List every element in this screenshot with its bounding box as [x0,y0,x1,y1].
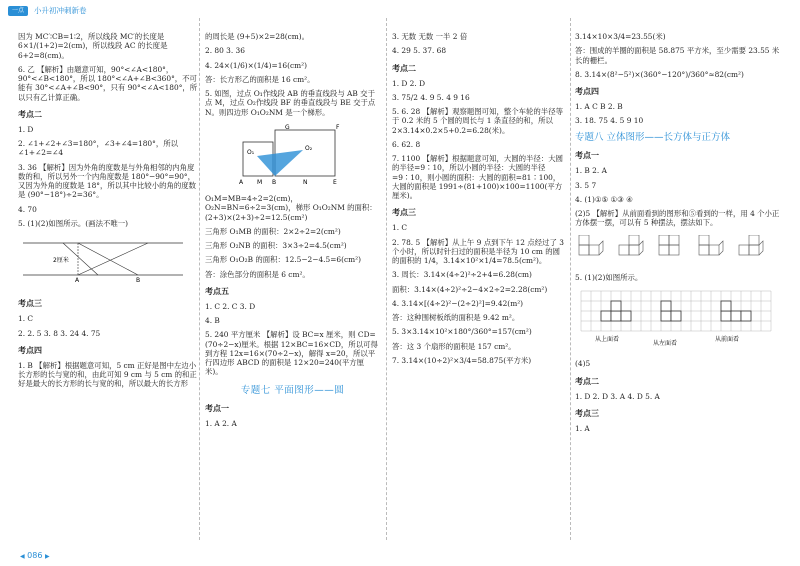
point-label: N [303,178,308,186]
point-label: O₂ [305,144,313,152]
point-label: G [285,123,290,131]
answer-text: 3. 5 7 [575,180,597,190]
answer-text: 4. 29 5. 37. 68 [392,46,447,56]
answer-text: 1. A C B 2. B [575,102,623,111]
topic-title: 专题七 平面图形——圆 [240,384,345,396]
answer-text: O₁M=MB=4÷2=2(cm)，O₂N=BN=6÷2=3(cm)，梯形 O₁O₂NM 的面积：(2+3)×(2+3)÷2=12.5(cm²) [205,194,377,222]
answer-text: 三角形 O₁MB 的面积：2×2÷2=2(cm²) [205,226,341,236]
answer-text: 的周长是 (9+5)×2=28(cm)。 [205,32,310,41]
section-heading: 考点三 [575,408,599,418]
answer-text: 4. B [205,316,220,325]
answer-text: 1. C 2. C 3. D [205,301,256,311]
column-2 [205,32,380,542]
next-arrow-icon: ▶ [45,553,50,560]
answer-text: 2. 2. 5 3. 8 3. 24 4. 75 [18,328,101,338]
answer-text: 3. 无数 无数 一半 2 倍 [392,32,468,41]
view-label: 从前面看 [715,336,740,344]
answer-text: 3. 36 【解析】因为外角的度数是与外角相邻的内角度数的和，所以另外一个内角度数是 180°−90°=90°，又因为外角的度数是 18°，所以其中比较小的角的度数是 (90°−18°)÷2=36°。 [18,162,197,200]
section-heading: 考点四 [575,87,599,96]
answer-text: 面积：3.14×(4÷2)²÷2−4×2÷2=2.28(cm²) [392,284,548,294]
answer-text: 1. D [18,124,34,134]
answer-text: 答：长方形乙的面积是 16 cm²。 [205,74,315,84]
point-label: F [336,123,340,131]
section-heading: 考点一 [575,151,599,161]
section-heading: 考点五 [205,286,229,296]
answer-text: 1. D 2. D 3. A 4. D 5. A [575,391,660,401]
topic-title: 专题八 立体图形——长方体与正方体 [575,131,731,143]
section-heading: 考点一 [205,404,229,414]
view-grid-figure [575,289,775,351]
answer-text: 7. 3.14×(10÷2)²×3/4=58.875(平方米) [392,355,532,365]
answer-text: 2. 78. 5 【解析】从上午 9 点到下午 12 点经过了 3 个小时，所以时针扫过的面积是半径为 10 cm 的圆的面积的 1/4，3.14×10²×1/4=78.5(cm²)。 [392,237,564,265]
answer-text: 答：这种围树板纸的面积是 9.42 m²。 [392,313,520,322]
page-number [20,551,50,561]
shaded-triangle [257,150,303,176]
column-divider [386,18,387,540]
segment [78,243,148,275]
answer-text: 三角形 O₁O₂B 的面积：12.5−2−4.5=6(cm²) [205,255,361,265]
column-3 [392,32,567,542]
section-heading: 考点二 [392,63,416,73]
answer-text: 5. 6. 28 【解析】观察题图可知，整个车轮的半径等于 0.2 米的 5 个圆的周长与 1 条直径的和，所以 2×3.14×0.2×5+0.2=6.28(米)。 [392,107,563,135]
brand [8,6,87,16]
point-label: A [239,178,244,186]
answer-text: 5. (1)(2)如图所示。 [575,272,643,282]
section-heading: 考点三 [392,208,416,218]
answer-text: 3. 18. 75 4. 5 9 10 [575,116,644,126]
prev-arrow-icon: ◀ [20,553,25,560]
segment [78,243,138,275]
section-heading: 考点二 [18,109,42,119]
answer-text: 1. A [575,423,590,433]
view-label: 从左面看 [653,340,678,348]
point-label: O₁ [247,148,255,156]
answer-text: 7. 1100 【解析】根据题意可知，大圆的半径：大圆的半径=9∶10，所以小圆的半径：大圆的半径=9∶10，则小圆的面积：大圆的面积=81∶100，大圆的面积是 1991÷(81+100)×100=1100(平方厘米)。 [392,154,563,200]
answer-text: 8. 3.14×(8²−5²)×(360°−120°)/360°≈82(cm²) [575,69,744,79]
section-heading: 考点二 [575,376,599,386]
answer-text: 1. C [392,223,408,233]
point-label: M [257,178,263,186]
answer-text: 2. 80 3. 36 [205,46,245,56]
answer-text: 4. 3.14×[(4÷2)²−(2÷2)²]=9.42(m²) [392,298,524,308]
answer-text: 6. 乙 【解析】由题意可知，90°<∠A<180°，90°<∠B<180°，所以 180°<∠A+∠B<360°，不可能有 30°<∠A+∠B<90°，只有 90°<∠A<180°，所以只有乙计算正确。 [18,64,198,102]
view-label: 从上面看 [595,336,620,344]
answer-text: 因为 MC′∶CB=1∶2，所以线段 MC′的长度是 6×1/(1+2)=2(cm)，所以线段 AC 的长度是 6+2=8(cm)。 [18,32,168,60]
column-1 [18,32,198,542]
answer-text: 4. 70 [18,204,37,214]
answer-text: 3. 周长：3.14×(4÷2)²÷2+4=6.28(cm) [392,270,532,280]
answer-text: 5. 240 平方厘米 【解析】设 BC=x 厘米，则 CD=(70÷2−x)厘米。根据 12×BC=16×CD，所以可得到方程 12x=16×(70÷2−x)，解得 x=20，所以平行四边形 ABCD 的面积是 12×20=240(平方厘米)。 [205,330,378,377]
answer-text: 三角形 O₂NB 的面积：3×3÷2=4.5(cm²) [205,241,347,250]
column-divider [199,18,200,540]
point-label: A [75,277,80,283]
page-number-text: 086 [27,551,43,560]
answer-text: 5. 如图，过点 O₁作线段 AB 的垂直线段与 AB 交于点 M，过点 O₂作线段 BF 的垂直线段与 BE 交于点 N。则四边形 O₁O₂NM 是一个梯形。 [205,89,376,117]
series-name: 小升初冲刺新卷 [34,6,87,16]
length-label: 2厘米 [53,257,69,264]
answer-text: 6. 62. 8 [392,139,421,149]
answer-text: (4)5 [575,359,591,369]
cube-arrangements-figure [575,235,775,265]
column-divider [570,18,571,540]
answer-text: 3.14×10×3/4=23.55(米) [575,32,666,41]
answer-text: 4. 24×(1/6)×(1/4)=16(cm²) [205,60,307,70]
section-heading: 考点三 [18,299,42,309]
answer-text: 3. 75/2 4. 9 5. 4 9 16 [392,92,470,102]
answer-text: 5. 3×3.14×10²×180°/360°=157(cm²) [392,327,532,337]
column-4 [575,32,785,542]
point-label: B [272,178,277,186]
answer-text: 5. (1)(2)如图所示。(画法不唯一) [18,218,129,228]
square-figure [205,124,375,186]
answer-text: 1. D 2. D [392,78,426,88]
answer-text: 4. (1)①⑤ ①③ ④ [575,194,633,204]
answer-text: (2)5 【解析】从前面看到的图形和⑤看到的一样，用 4 个小正方体摆一摆，可以有 5 种摆法，摆法如下。 [575,209,780,228]
answer-text: 2. ∠1+∠2+∠3=180°，∠3+∠4=180°，所以 ∠1+∠2=∠4 [18,139,179,158]
answer-text: 答：涂色部分的面积是 6 cm²。 [205,269,310,279]
point-label: B [136,277,141,283]
parallel-lines-figure [18,235,188,283]
brand-badge: 一点 [8,6,28,16]
point-label: E [333,178,337,186]
answer-text: 1. C [18,314,34,324]
answer-text: 答：这 3 个扇形的面积是 157 cm²。 [392,341,516,351]
answer-text: 1. B 【解析】根据题意可知，5 cm 正好是图中左边小长方形的长与宽的和，由此可知 9 cm 与 5 cm 的和正好是最大的长方形的长与宽的和，所以最大的长方形 [18,360,197,389]
answer-text: 1. A 2. A [205,419,237,429]
answer-text: 答：围成的羊圈的面积是 58.875 平方米，至少需要 23.55 米长的栅栏。 [575,46,780,65]
section-heading: 考点四 [18,345,42,355]
answer-text: 1. B 2. A [575,166,607,176]
